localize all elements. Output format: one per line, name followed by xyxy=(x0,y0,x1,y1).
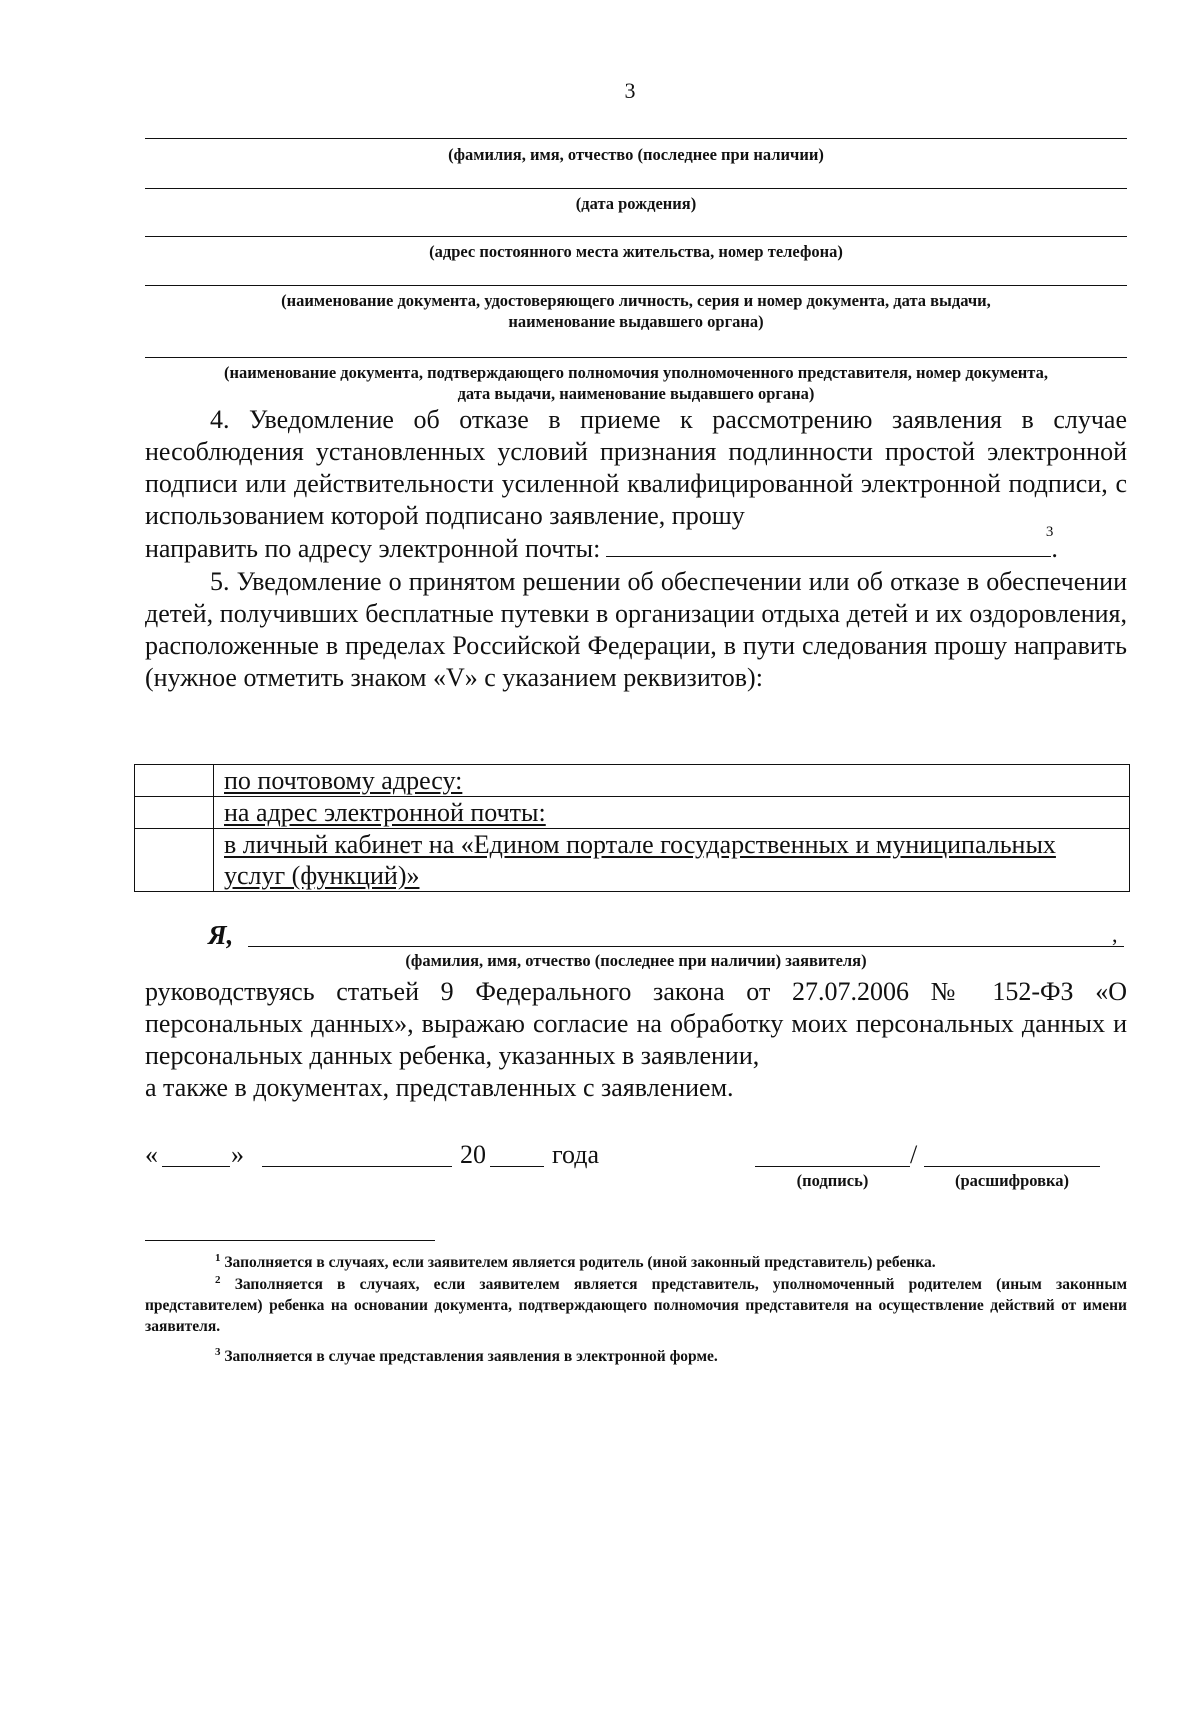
date-day-field[interactable] xyxy=(162,1142,230,1167)
item-4-email-label: направить по адресу электронной почты: xyxy=(145,534,601,563)
authority-document-line[interactable] xyxy=(145,357,1127,358)
footnote-separator xyxy=(145,1240,435,1241)
consent-paragraph xyxy=(145,976,1127,1104)
option-checkbox-portal[interactable] xyxy=(135,829,214,892)
date-year-suffix: года xyxy=(552,1140,600,1169)
applicant-name-field[interactable] xyxy=(248,946,1124,947)
item-4-end: . xyxy=(1051,534,1058,563)
signature-slash: / xyxy=(910,1140,918,1169)
page-number: 3 xyxy=(624,78,636,103)
option-checkbox-postal[interactable] xyxy=(135,765,214,797)
address-line[interactable] xyxy=(145,236,1127,237)
footnote-3-number: 3 xyxy=(215,1346,221,1358)
identity-document-caption-1: (наименование документа, удостоверяющего личность, серия и номер документа, дата выдачи, xyxy=(281,291,991,310)
option-checkbox-email[interactable] xyxy=(135,797,214,829)
date-close-quote: » xyxy=(231,1140,244,1169)
option-label-portal: в личный кабинет на «Едином портале государственных и муниципальных услуг (функций)» xyxy=(224,830,1056,890)
authority-document-caption-2: дата выдачи, наименование выдавшего органа) xyxy=(457,384,815,403)
signature-field[interactable] xyxy=(755,1142,910,1167)
footnote-1-number: 1 xyxy=(215,1252,221,1264)
fio-caption: (фамилия, имя, отчество (последнее при наличии) xyxy=(448,145,824,164)
consent-ya: Я, xyxy=(208,920,234,950)
identity-document-caption-2: наименование выдавшего органа) xyxy=(508,312,764,331)
footnote-3 xyxy=(145,1342,1127,1367)
consent-text: руководствуясь статьей 9 Федерального закона от 27.07.2006 № 152-ФЗ «О персональных данных», выражаю согласие на обработку моих персональных данных и персональных данных ребенка, указанных в заявлении, xyxy=(145,977,1127,1070)
delivery-options-table xyxy=(134,764,1130,892)
email-address-field[interactable] xyxy=(606,524,1054,557)
option-label-cell xyxy=(214,829,1130,892)
footnote-ref-3: 3 xyxy=(1045,524,1054,540)
date-month-field[interactable] xyxy=(262,1142,452,1167)
consent-comma: , xyxy=(1112,922,1118,947)
date-year-field[interactable] xyxy=(490,1142,544,1167)
signature-decode-field[interactable] xyxy=(924,1142,1100,1167)
birth-date-line[interactable] xyxy=(145,188,1127,189)
signature-decode-caption: (расшифровка) xyxy=(954,1171,1070,1190)
item-4-paragraph xyxy=(145,404,1127,565)
applicant-name-caption: (фамилия, имя, отчество (последнее при наличии) заявителя) xyxy=(405,951,867,970)
identity-document-line[interactable] xyxy=(145,285,1127,286)
footnote-1-text: Заполняется в случаях, если заявителем является родитель (иной законный представитель) ребенка. xyxy=(224,1254,936,1272)
option-label-email: на адрес электронной почты: xyxy=(224,798,546,827)
footnote-3-text: Заполняется в случае представления заявления в электронной форме. xyxy=(224,1348,718,1366)
date-year-prefix: 20 xyxy=(460,1140,486,1169)
option-label-cell xyxy=(214,797,1130,829)
option-label-postal: по почтовому адресу: xyxy=(224,766,463,795)
authority-document-caption-1: (наименование документа, подтверждающего полномочия уполномоченного представителя, номер документа, xyxy=(224,363,1048,382)
consent-last-line: а также в документах, представленных с заявлением. xyxy=(145,1073,734,1102)
date-open-quote: « xyxy=(145,1140,158,1169)
footnote-2 xyxy=(145,1270,1127,1337)
delivery-option-row[interactable] xyxy=(135,829,1130,892)
delivery-option-row[interactable] xyxy=(135,797,1130,829)
fio-line[interactable] xyxy=(145,138,1127,139)
footnote-2-number: 2 xyxy=(215,1274,221,1286)
item-4-last-line xyxy=(145,524,1127,565)
delivery-option-row[interactable] xyxy=(135,765,1130,797)
address-caption: (адрес постоянного места жительства, номер телефона) xyxy=(429,242,843,261)
option-label-cell xyxy=(214,765,1130,797)
birth-date-caption: (дата рождения) xyxy=(575,194,697,213)
item-4-text: 4. Уведомление об отказе в приеме к рассмотрению заявления в случае несоблюдения установленных условий признания подлинности простой электронной подписи или действительности усиленной квалифицированной электронной подписи, с использованием которой подписано заявление, прошу xyxy=(145,405,1127,530)
footnote-2-text: Заполняется в случаях, если заявителем является представитель, уполномоченный родителем (иным законным представителем) ребенка на основании документа, подтверждающего полномочия представителя на осуществление действий от имени заявителя. xyxy=(145,1276,1128,1336)
item-5-paragraph xyxy=(145,566,1127,694)
item-5-text: 5. Уведомление о принятом решении об обеспечении или об отказе в обеспечении детей, получивших бесплатные путевки в организации отдыха детей и их оздоровления, расположенные в пределах Российской Федерации, в пути следования прошу направить (нужное отметить знаком «V» с указанием реквизитов): xyxy=(145,567,1127,692)
signature-caption: (подпись) xyxy=(796,1171,869,1190)
